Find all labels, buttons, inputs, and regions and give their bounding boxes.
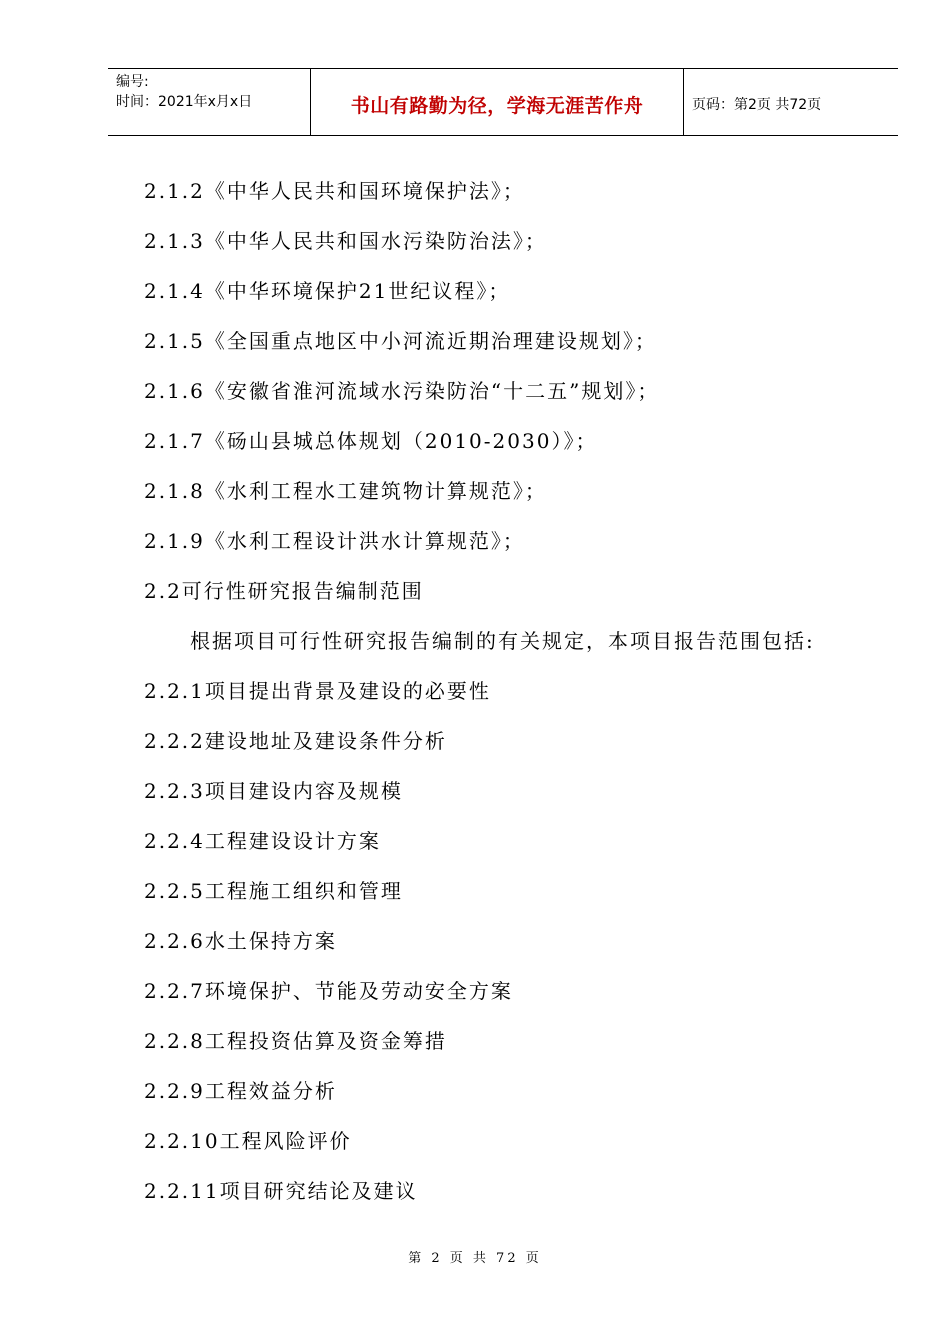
list-item: 2.2.5工程施工组织和管理 <box>144 879 403 903</box>
list-item: 2.2.9工程效益分析 <box>144 1079 337 1103</box>
list-item: 2.2.4工程建设设计方案 <box>144 829 381 853</box>
time-label: 时间：2021年x月x日 <box>116 94 253 110</box>
header-motto: 书山有路勤为径，学海无涯苦作舟 <box>350 94 644 117</box>
list-item: 2.2.1项目提出背景及建设的必要性 <box>144 679 491 703</box>
list-item: 2.2.2建设地址及建设条件分析 <box>144 729 447 753</box>
list-item: 2.1.5《全国重点地区中小河流近期治理建设规划》； <box>144 329 657 353</box>
list-item: 2.2.7环境保护、节能及劳动安全方案 <box>144 979 513 1003</box>
list-item: 2.2.3项目建设内容及规模 <box>144 779 403 803</box>
list-item: 2.1.4《中华环境保护21世纪议程》； <box>144 279 511 303</box>
header-page-info-cell <box>684 69 898 135</box>
list-item: 2.2.10工程风险评价 <box>144 1129 352 1153</box>
header-meta <box>108 69 310 135</box>
page-header <box>108 68 898 136</box>
list-item: 2.1.3《中华人民共和国水污染防治法》； <box>144 229 547 253</box>
section-heading: 2.2可行性研究报告编制范围 <box>144 579 424 603</box>
list-item: 2.2.11项目研究结论及建议 <box>144 1179 418 1203</box>
paragraph: 根据项目可行性研究报告编制的有关规定，本项目报告范围包括: <box>190 629 815 653</box>
list-item: 2.1.2《中华人民共和国环境保护法》； <box>144 179 525 203</box>
page-footer: 第 2 页 共 72 页 <box>408 1251 542 1266</box>
document-body <box>144 175 864 1225</box>
list-item: 2.1.6《安徽省淮河流域水污染防治“十二五”规划》； <box>144 379 660 403</box>
serial-label: 编号: <box>116 74 149 90</box>
list-item: 2.1.9《水利工程设计洪水计算规范》； <box>144 529 525 553</box>
list-item: 2.2.8工程投资估算及资金筹措 <box>144 1029 447 1053</box>
list-item: 2.2.6水土保持方案 <box>144 929 337 953</box>
header-page-info: 页码：第2页 共72页 <box>692 97 822 113</box>
header-motto-cell <box>310 69 684 135</box>
list-item: 2.1.8《水利工程水工建筑物计算规范》； <box>144 479 547 503</box>
list-item: 2.1.7《砀山县城总体规划（2010-2030）》； <box>144 429 598 453</box>
